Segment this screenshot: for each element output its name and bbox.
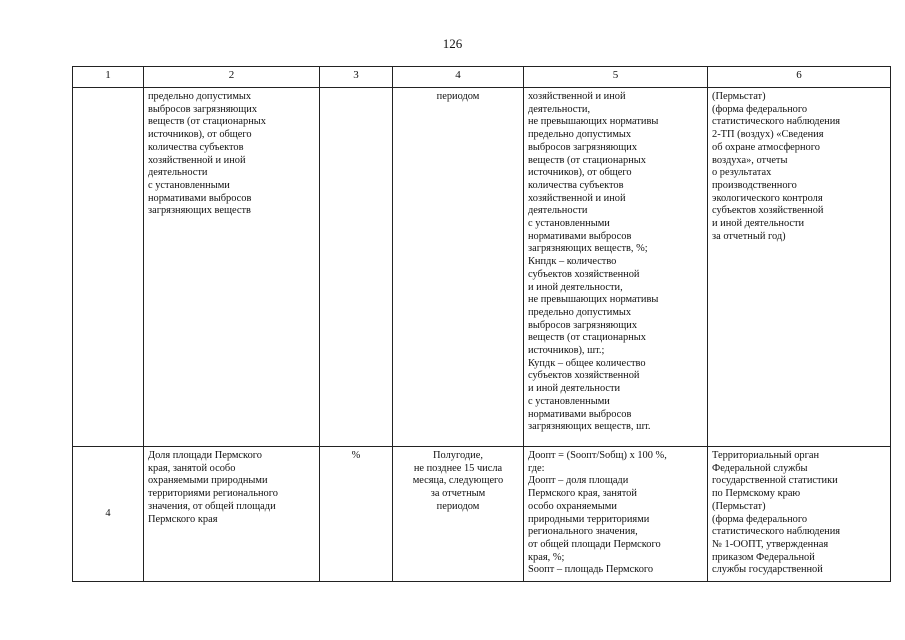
cell-line: государственной статистики <box>712 475 838 487</box>
cell-unit <box>320 88 393 447</box>
cell-index <box>73 88 144 447</box>
cell-line: веществ (от стационарных <box>148 116 266 128</box>
table-row-continued <box>73 88 891 447</box>
cell-formula <box>524 88 708 447</box>
cell-line: края, %; <box>528 551 565 563</box>
cell-line: не превышающих нормативы <box>528 294 659 306</box>
cell-line: выбросов загрязняющих <box>528 319 638 331</box>
cell-line: территориями регионального <box>148 488 278 500</box>
cell-unit: % <box>320 447 393 582</box>
cell-source <box>708 447 891 582</box>
cell-formula <box>524 447 708 582</box>
cell-line: статистического наблюдения <box>712 116 841 128</box>
cell-line: нормативами выбросов <box>528 408 632 420</box>
cell-line: источников), от общего <box>148 129 252 141</box>
cell-line: (форма федерального <box>712 103 808 115</box>
header-col-6: 6 <box>708 67 891 88</box>
cell-line: загрязняющих веществ, шт. <box>528 421 651 433</box>
cell-line: источников), шт.; <box>528 345 605 357</box>
cell-line: экологического контроля <box>712 192 823 204</box>
cell-source <box>708 88 891 447</box>
cell-line: и иной деятельности <box>528 383 621 395</box>
cell-line: где: <box>528 462 545 474</box>
cell-line: веществ (от стационарных <box>528 154 646 166</box>
cell-line: (форма федерального <box>712 513 808 525</box>
cell-line: предельно допустимых <box>528 306 632 318</box>
cell-line: Sоопт – площадь Пермского <box>528 564 654 576</box>
cell-line: охраняемыми природными <box>148 475 268 487</box>
cell-line: Территориальный орган <box>712 450 820 461</box>
cell-line: за отчетным <box>430 488 486 500</box>
cell-line: выбросов загрязняющих <box>148 103 258 115</box>
cell-line: от общей площади Пермского <box>528 538 661 550</box>
cell-line: веществ (от стационарных <box>528 332 646 344</box>
cell-line: количества субъектов <box>528 179 624 191</box>
cell-line: о результатах <box>712 167 772 179</box>
cell-line: нормативами выбросов <box>148 192 252 204</box>
cell-line: природными территориями <box>528 513 650 525</box>
cell-index: 4 <box>73 447 144 582</box>
cell-indicator-name <box>144 447 320 582</box>
cell-line: хозяйственной и иной <box>528 91 626 102</box>
cell-line: службы государственной <box>712 564 823 576</box>
cell-line: регионального значения, <box>528 526 638 538</box>
cell-line: и иной деятельности, <box>528 281 623 293</box>
cell-line: с установленными <box>148 179 230 191</box>
cell-line: об охране атмосферного <box>712 141 820 153</box>
cell-line: Купдк – общее количество <box>528 357 646 369</box>
cell-line: предельно допустимых <box>528 129 632 141</box>
cell-line: деятельности <box>528 205 588 217</box>
cell-line: Доля площади Пермского <box>148 450 262 461</box>
cell-line: Пермского края, занятой <box>528 488 637 500</box>
cell-line: Пермского края <box>148 513 218 525</box>
cell-line: № 1-ООПТ, утвержденная <box>712 538 829 550</box>
cell-line: количества субъектов <box>148 141 244 153</box>
cell-line: производственного <box>712 179 797 191</box>
cell-line: месяца, следующего <box>412 475 504 487</box>
cell-line: с установленными <box>528 218 610 230</box>
cell-line: Полугодие, <box>433 450 483 461</box>
cell-line: Доопт = (Sоопт/Sобщ) х 100 %, <box>528 450 667 461</box>
cell-line: предельно допустимых <box>148 91 252 102</box>
cell-line: загрязняющих веществ, %; <box>528 243 648 255</box>
cell-periodicity <box>393 447 524 582</box>
cell-line: статистического наблюдения <box>712 526 841 538</box>
cell-line: (Пермьстат) <box>712 91 766 102</box>
cell-line: особо охраняемыми <box>528 500 617 512</box>
cell-line: субъектов хозяйственной <box>528 268 640 280</box>
cell-line: за отчетный год) <box>712 230 786 242</box>
cell-line: значения, от общей площади <box>148 500 276 512</box>
cell-line: субъектов хозяйственной <box>528 370 640 382</box>
cell-line: с установленными <box>528 395 610 407</box>
cell-line: края, занятой особо <box>148 462 236 474</box>
header-col-5: 5 <box>524 67 708 88</box>
cell-line: загрязняющих веществ <box>148 205 251 217</box>
cell-line: приказом Федеральной <box>712 551 815 563</box>
cell-line: не превышающих нормативы <box>528 116 659 128</box>
cell-line: воздуха», отчеты <box>712 154 788 166</box>
cell-line: (Пермьстат) <box>712 500 766 512</box>
cell-line: Кнпдк – количество <box>528 256 617 268</box>
cell-line: Доопт – доля площади <box>528 475 629 487</box>
cell-line: выбросов загрязняющих <box>528 141 638 153</box>
page-number: 126 <box>442 36 463 51</box>
cell-line: Федеральной службы <box>712 462 808 474</box>
header-col-2: 2 <box>144 67 320 88</box>
cell-indicator-name <box>144 88 320 447</box>
cell-line: хозяйственной и иной <box>528 192 626 204</box>
cell-line: деятельности, <box>528 103 591 115</box>
header-col-3: 3 <box>320 67 393 88</box>
cell-line: периодом <box>436 91 480 102</box>
indicators-table <box>72 66 891 582</box>
table-row-4 <box>73 447 891 582</box>
cell-line: деятельности <box>148 167 208 179</box>
cell-line: по Пермскому краю <box>712 488 801 500</box>
cell-line: периодом <box>436 500 480 512</box>
cell-line: субъектов хозяйственной <box>712 205 824 217</box>
cell-line: 2-ТП (воздух) «Сведения <box>712 129 824 141</box>
cell-line: не позднее 15 числа <box>413 462 503 474</box>
cell-line: источников), от общего <box>528 167 632 179</box>
table-header-row <box>73 67 891 88</box>
header-col-1: 1 <box>73 67 144 88</box>
cell-line: хозяйственной и иной <box>148 154 246 166</box>
cell-periodicity <box>393 88 524 447</box>
header-col-4: 4 <box>393 67 524 88</box>
cell-line: и иной деятельности <box>712 218 805 230</box>
cell-line: нормативами выбросов <box>528 230 632 242</box>
